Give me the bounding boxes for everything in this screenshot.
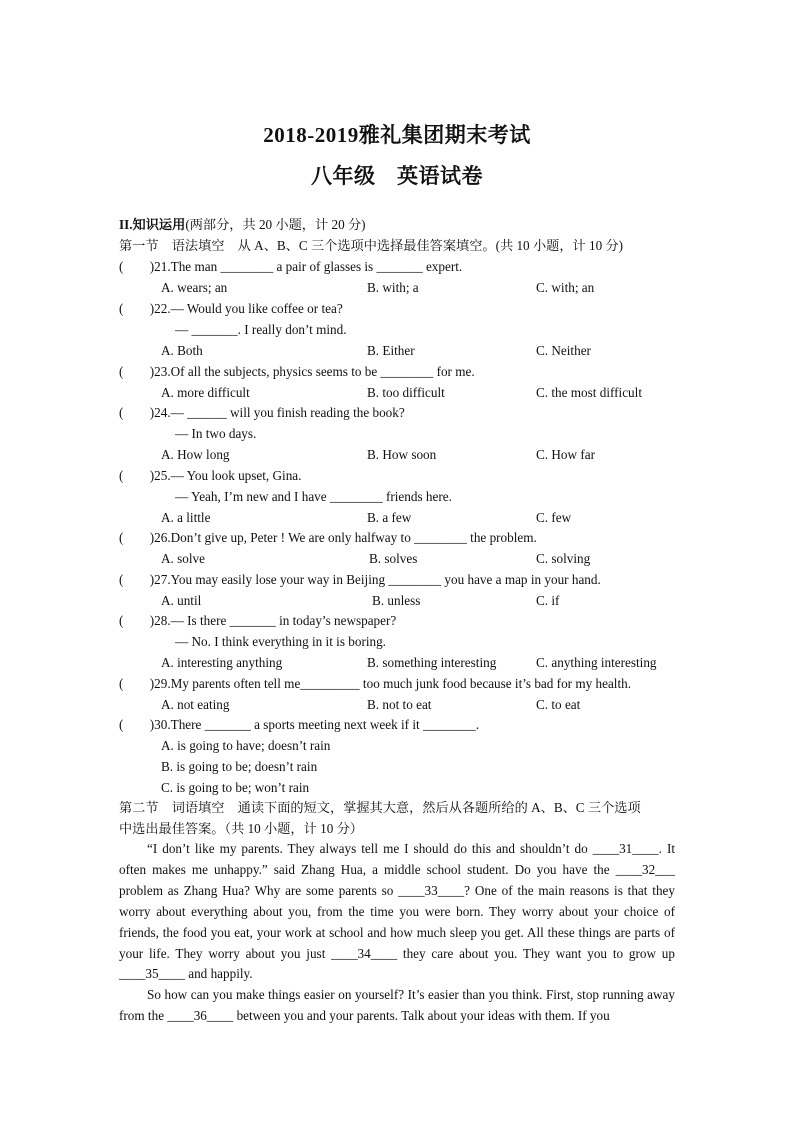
option-c: C. is going to be; won’t rain: [161, 780, 310, 795]
question-23: [119, 363, 475, 381]
question-stem-line2: — In two days.: [175, 426, 257, 441]
option-a: A. interesting anything: [161, 655, 283, 670]
question-number: ( )26.: [119, 530, 171, 545]
option-c: C. How far: [536, 447, 595, 462]
exam-subtitle: 八年级 英语试卷: [311, 164, 483, 188]
question-27: [119, 571, 601, 589]
part1-heading: 第一节 语法填空 从 A、B、C 三个选项中选择最佳答案填空。(共 10 小题，计 10 分): [119, 238, 624, 253]
question-25: [119, 467, 301, 485]
question-number: ( )25.: [119, 468, 171, 483]
option-a: A. solve: [161, 551, 205, 566]
question-29: [119, 675, 631, 693]
part2-heading-line2: 中选出最佳答案。（共 10 小题，计 10 分）: [119, 821, 363, 836]
question-stem: Don’t give up, Peter ! We are only halfway to ________ the problem.: [170, 530, 537, 545]
passage-paragraph: So how can you make things easier on yourself? It’s easier than you think. First, stop running away from the ____36____ between you and your parents. Talk about your ideas with them. If you: [119, 987, 675, 1024]
passage-paragraph: “I don’t like my parents. They always tell me I should do this and shouldn’t do ____31____. It often makes me unhappy.” said Zhang Hua, a middle school student. Do you have the ____32___ problem as Zhang Hua? Why are some parents so ____33____? One of the main reasons is that they worry about everything about you, from the time you were born. They worry about your choice of friends, the food you eat, your work at school and how much sleep you get. All these things are parts of your life. They worry about you just ____34____ they care about you. They want you to grow up ____35____ and happily.: [119, 841, 675, 982]
question-stem: The man ________ a pair of glasses is _______ expert.: [170, 259, 463, 274]
question-stem: My parents often tell me_________ too much junk food because it’s bad for my health.: [170, 676, 632, 691]
option-a: A. is going to have; doesn’t rain: [161, 738, 331, 753]
question-number: ( )21.: [119, 259, 171, 274]
section-heading: [119, 216, 366, 234]
question-stem: You may easily lose your way in Beijing ________ you have a map in your hand.: [170, 572, 601, 587]
option-b: B. a few: [367, 510, 412, 525]
option-c: C. with; an: [536, 280, 595, 295]
option-c: C. to eat: [536, 697, 581, 712]
option-b: B. unless: [372, 593, 421, 608]
option-c: C. the most difficult: [536, 385, 642, 400]
option-b: B. too difficult: [367, 385, 445, 400]
question-stem: — Would you like coffee or tea?: [170, 301, 343, 316]
question-number: ( )23.: [119, 364, 171, 379]
option-c: C. anything interesting: [536, 655, 657, 670]
question-number: ( )28.: [119, 613, 171, 628]
option-b: B. something interesting: [367, 655, 497, 670]
question-stem: — Is there _______ in today’s newspaper?: [170, 613, 397, 628]
option-a: A. a little: [161, 510, 211, 525]
option-a: A. more difficult: [161, 385, 250, 400]
section-heading-bold: II.知识运用: [119, 217, 186, 232]
question-number: ( )22.: [119, 301, 171, 316]
option-c: C. if: [536, 593, 560, 608]
question-number: ( )27.: [119, 572, 171, 587]
option-c: C. Neither: [536, 343, 591, 358]
cloze-passage: [119, 839, 675, 1027]
question-21: [119, 258, 462, 276]
question-stem-line2: — Yeah, I’m new and I have ________ friends here.: [175, 489, 452, 504]
question-30: [119, 716, 479, 734]
option-a: A. Both: [161, 343, 203, 358]
option-b: B. solves: [369, 551, 418, 566]
option-c: C. solving: [536, 551, 591, 566]
option-a: A. How long: [161, 447, 230, 462]
question-stem: There _______ a sports meeting next week if it ________.: [170, 717, 480, 732]
option-b: B. not to eat: [367, 697, 432, 712]
question-stem-line2: — No. I think everything in it is boring.: [175, 634, 386, 649]
option-b: B. Either: [367, 343, 415, 358]
question-stem: — ______ will you finish reading the book?: [170, 405, 405, 420]
question-stem-line2: — _______. I really don’t mind.: [175, 322, 347, 337]
question-number: ( )30.: [119, 717, 171, 732]
option-c: C. few: [536, 510, 572, 525]
option-b: B. How soon: [367, 447, 437, 462]
option-b: B. is going to be; doesn’t rain: [161, 759, 318, 774]
part2-heading-line1: 第二节 词语填空 通读下面的短文，掌握其大意，然后从各题所给的 A、B、C 三个选项: [119, 800, 641, 815]
question-22: [119, 300, 343, 318]
section-heading-rest: (两部分，共 20 小题，计 20 分): [185, 217, 366, 232]
question-26: [119, 529, 537, 547]
option-b: B. with; a: [367, 280, 419, 295]
exam-title: 2018-2019雅礼集团期末考试: [263, 123, 531, 147]
question-28: [119, 612, 396, 630]
option-a: A. wears; an: [161, 280, 228, 295]
question-number: ( )24.: [119, 405, 171, 420]
question-24: [119, 404, 405, 422]
question-stem: — You look upset, Gina.: [170, 468, 302, 483]
question-stem: Of all the subjects, physics seems to be ________ for me.: [170, 364, 475, 379]
option-a: A. not eating: [161, 697, 230, 712]
option-a: A. until: [161, 593, 202, 608]
question-number: ( )29.: [119, 676, 171, 691]
